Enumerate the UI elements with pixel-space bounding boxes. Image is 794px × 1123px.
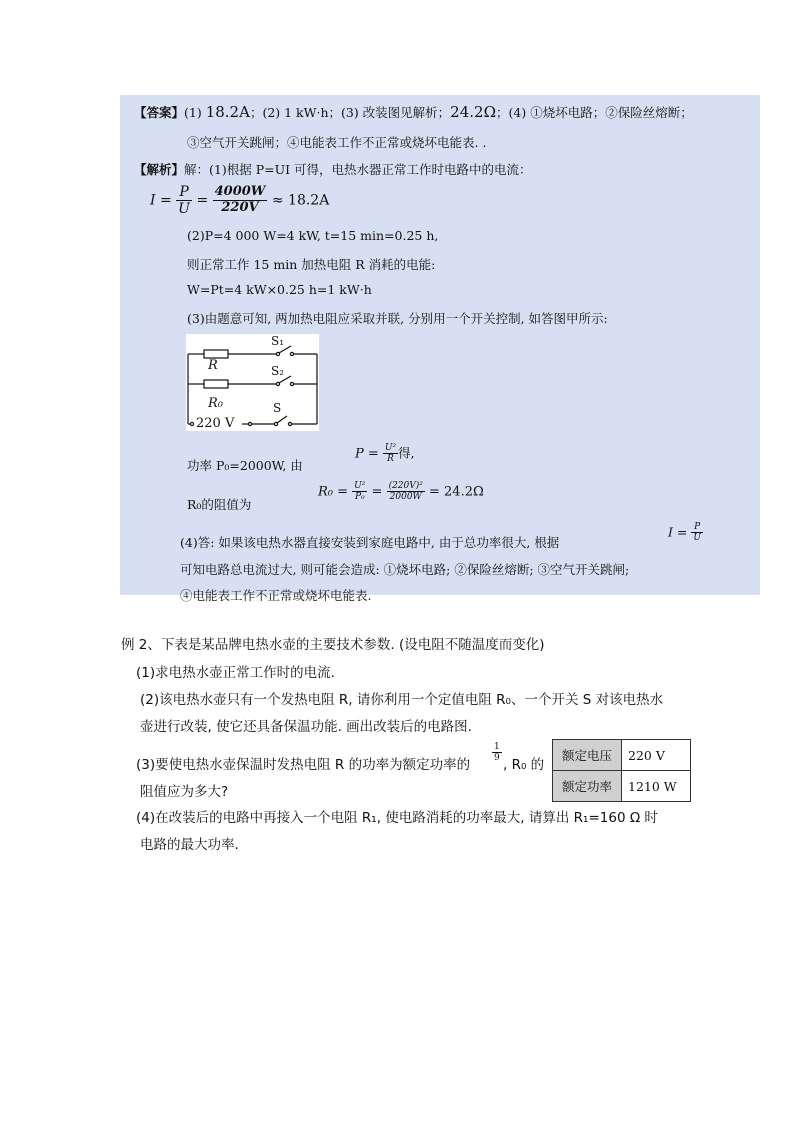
label-s2: S₂ bbox=[271, 364, 285, 378]
analysis-line-6: W=Pt=4 kW×0.25 h=1 kW·h bbox=[187, 282, 372, 297]
answer-part-3: ；(4) ①烧坏电路；②保险丝熔断； bbox=[496, 105, 693, 120]
eq2-fraction bbox=[383, 443, 398, 465]
eq3-f2-num: (220V)² bbox=[388, 481, 423, 491]
label-r: R bbox=[208, 358, 218, 373]
analysis-line-7: (3)由题意可知, 两加热电阻应采取并联, 分别用一个开关控制, 如答图甲所示: bbox=[187, 311, 608, 326]
equation-r0 bbox=[318, 481, 484, 503]
eq2-lhs: P = bbox=[355, 446, 379, 462]
q3-frac bbox=[492, 742, 502, 764]
spec-value: 220 V bbox=[622, 740, 691, 771]
r0-text: R₀的阻值为 bbox=[187, 497, 252, 512]
equation-current-2 bbox=[668, 522, 703, 544]
spec-table bbox=[552, 739, 691, 802]
eq1-rhs: ≈ 18.2A bbox=[271, 192, 330, 209]
answer-value-resistance: 24.2Ω bbox=[450, 103, 497, 121]
analysis-line-4: (2)P=4 000 W=4 kW, t=15 min=0.25 h, bbox=[187, 228, 439, 243]
q3-fraction bbox=[492, 742, 502, 764]
label-s1: S₁ bbox=[271, 334, 285, 348]
eq1-f2-den: 220V bbox=[221, 200, 259, 216]
equation-current bbox=[150, 184, 329, 217]
answer-part-2: ；(2) 1 kW·h；(3) 改装图见解析； bbox=[249, 105, 451, 120]
eq1-f1-den: U bbox=[178, 201, 190, 218]
question-title: 例 2、下表是某品牌电热水壶的主要技术参数. (设电阻不随温度而变化) bbox=[121, 637, 545, 653]
spec-value: 1210 W bbox=[622, 771, 691, 802]
eq3-f1-num: U² bbox=[354, 481, 366, 491]
question-part-4b: 电路的最大功率. bbox=[140, 837, 239, 853]
analysis-line-1 bbox=[134, 160, 532, 178]
label-voltage: 220 V bbox=[196, 416, 235, 431]
table-row bbox=[553, 771, 691, 802]
question-part-4a: (4)在改装后的电路中再接入一个电阻 R₁, 使电路消耗的功率最大, 请算出 R₁=160 Ω 时 bbox=[136, 810, 658, 826]
eq2-tail: 得, bbox=[398, 445, 415, 461]
table-row bbox=[553, 740, 691, 771]
eq3-lhs: R₀ = bbox=[318, 484, 349, 500]
eq1-equals: = bbox=[196, 192, 209, 209]
spec-label: 额定功率 bbox=[553, 771, 622, 802]
eq1-lhs: I = bbox=[150, 192, 172, 209]
answer-part-1: (1) bbox=[184, 105, 206, 120]
spec-label: 额定电压 bbox=[553, 740, 622, 771]
eq1-f2-num: 4000W bbox=[214, 184, 266, 200]
analysis-intro: 解：(1)根据 P=UI 可得，电热水器正常工作时电路中的电流： bbox=[184, 162, 532, 177]
eq2-den: R bbox=[387, 454, 394, 465]
eq3-f1-den: P₀ bbox=[354, 492, 365, 503]
eq1-fraction-1 bbox=[176, 184, 192, 217]
question-part-3a bbox=[136, 753, 470, 773]
question-part-2b: 壶进行改装, 使它还具备保温功能. 画出改装后的电路图. bbox=[140, 719, 472, 735]
analysis-line-8: (4)答: 如果该电热水器直接安装到家庭电路中, 由于总功率很大, 根据 bbox=[180, 535, 560, 550]
q3-frac-num: 1 bbox=[494, 742, 500, 752]
eq4-num: P bbox=[691, 522, 703, 533]
q3-tail: , R₀ 的 bbox=[503, 757, 545, 773]
clipped-line-wrap bbox=[120, 586, 760, 603]
label-r0: R₀ bbox=[208, 396, 223, 411]
question-part-2a: (2)该电热水壶只有一个发热电阻 R, 请你利用一个定值电阻 R₀、一个开关 S 对该电热水 bbox=[140, 692, 664, 708]
eq1-f1-num: P bbox=[176, 184, 192, 201]
eq1-fraction-2 bbox=[213, 185, 268, 216]
eq4-fraction bbox=[691, 522, 703, 544]
eq3-f2-den: 2000W bbox=[389, 492, 422, 503]
analysis-line-10: ④电能表工作不正常或烧坏电能表. bbox=[180, 588, 372, 603]
label-s: S bbox=[273, 401, 282, 415]
equation-power bbox=[355, 443, 415, 465]
eq3-equals: = bbox=[371, 484, 383, 500]
answer-line-2: ③空气开关跳闸；④电能表工作不正常或烧坏电能表. . bbox=[187, 135, 487, 150]
question-part-1: (1)求电热水壶正常工作时的电流. bbox=[136, 665, 335, 681]
eq3-fraction-2 bbox=[387, 481, 425, 503]
power-text: 功率 P₀=2000W, 由 bbox=[187, 458, 303, 473]
circuit-diagram bbox=[186, 334, 319, 431]
answer-value-current: 18.2A bbox=[205, 103, 250, 121]
q3-text: (3)要使电热水壶保温时发热电阻 R 的功率为额定功率的 bbox=[136, 757, 471, 773]
answer-line-1 bbox=[134, 103, 693, 121]
q3-frac-den: 9 bbox=[494, 753, 500, 764]
analysis-line-5: 则正常工作 15 min 加热电阻 R 消耗的电能: bbox=[187, 257, 436, 272]
analysis-tag: 【解析】 bbox=[134, 162, 185, 177]
question-part-3b: 阻值应为多大? bbox=[140, 784, 229, 800]
answer-tag: 【答案】 bbox=[134, 105, 185, 120]
eq3-fraction-1 bbox=[352, 481, 367, 503]
analysis-line-9: 可知电路总电流过大, 则可能会造成: ①烧坏电路; ②保险丝熔断; ③空气开关跳闸; bbox=[180, 562, 630, 577]
eq3-rhs: = 24.2Ω bbox=[429, 484, 484, 500]
eq4-den: U bbox=[693, 533, 701, 544]
eq4-lhs: I = bbox=[668, 524, 688, 540]
eq2-num: U² bbox=[384, 443, 397, 453]
